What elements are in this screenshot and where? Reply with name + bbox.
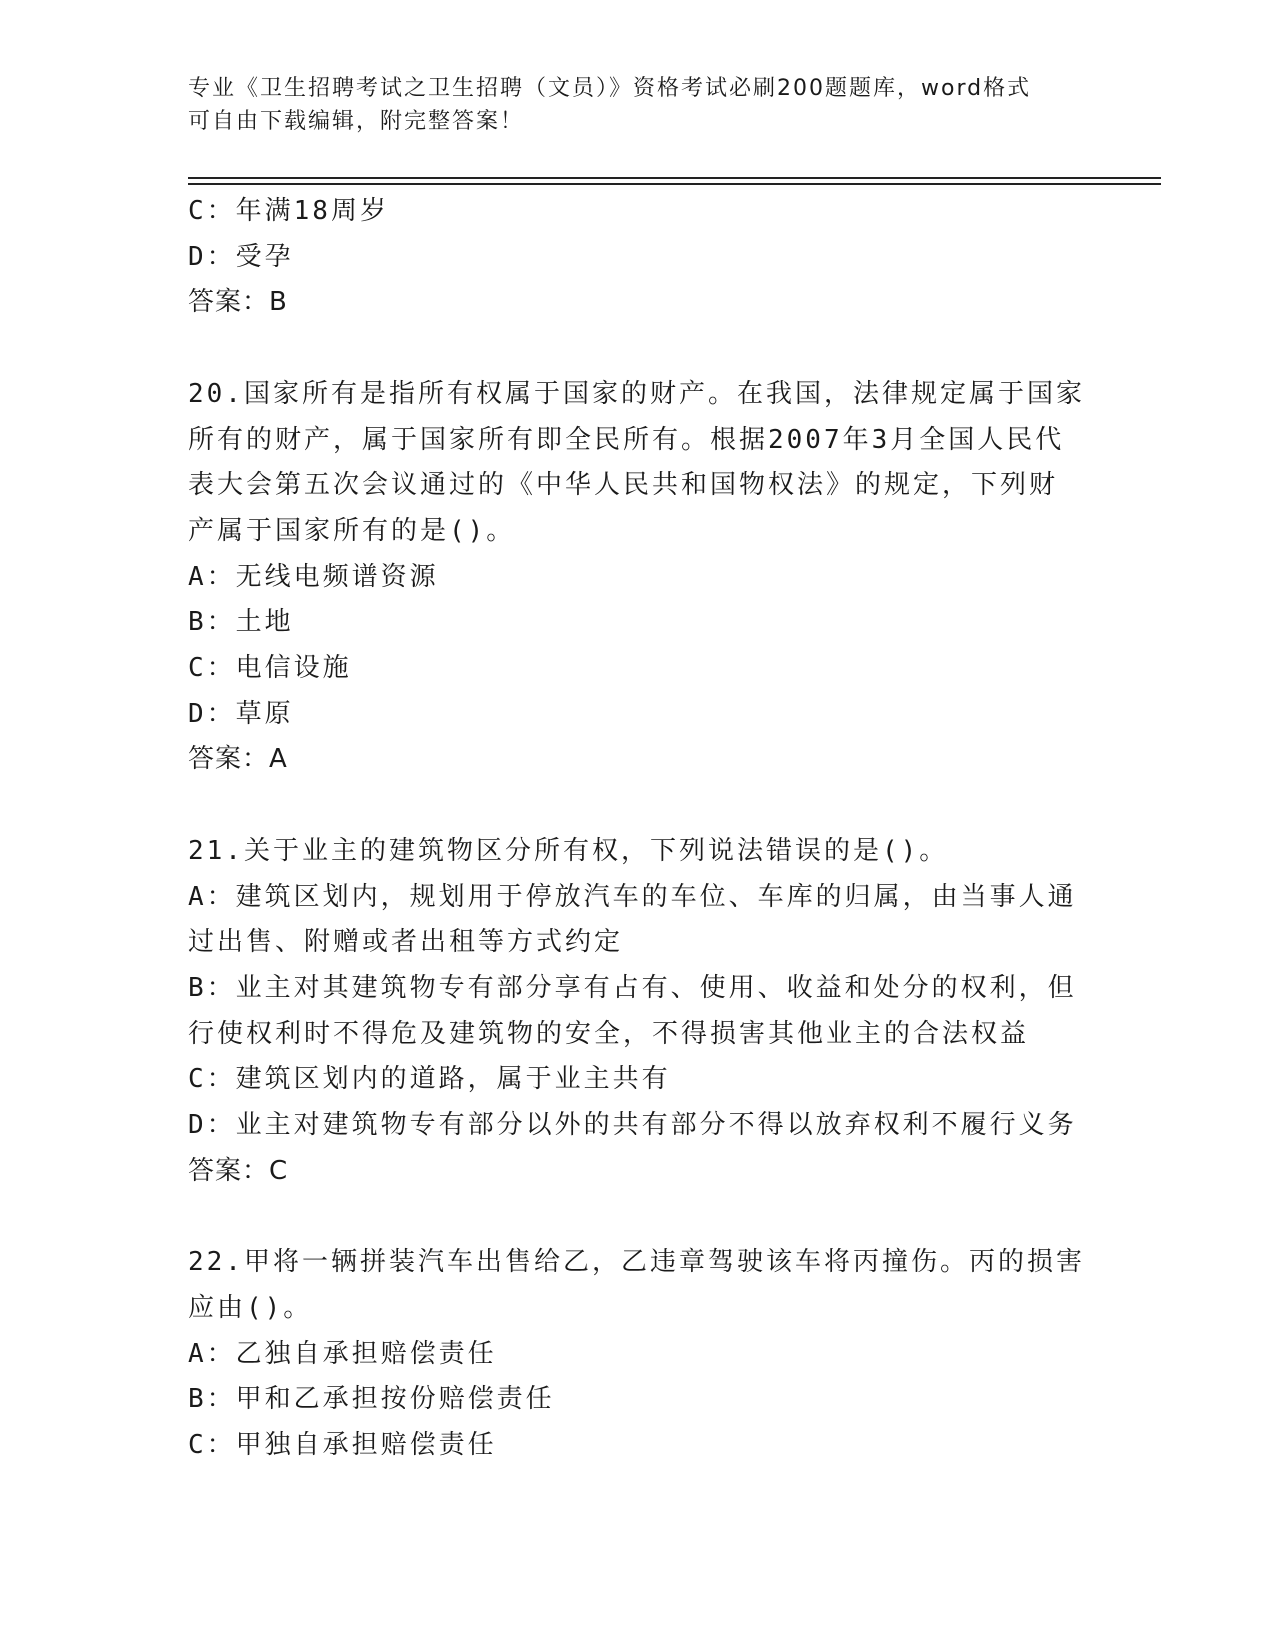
spacer (188, 1194, 1088, 1240)
document-header (188, 72, 1068, 138)
option-a: A：建筑区划内，规划用于停放汽车的车位、车库的归属，由当事人通 (188, 881, 1077, 912)
option-c: C：建筑区划内的道路，属于业主共有 (188, 1064, 671, 1095)
question-22 (188, 1240, 1088, 1469)
spacer (188, 783, 1088, 829)
option-a: A：无线电频谱资源 (188, 561, 439, 592)
document-body (188, 189, 1088, 1469)
header-line-1: 专业《卫生招聘考试之卫生招聘（文员）》资格考试必刷200题题库，word格式 (188, 76, 1032, 101)
answer: 答案：A (188, 744, 288, 775)
option-c: C：甲独自承担赔偿责任 (188, 1429, 497, 1460)
header-divider-bottom (188, 183, 1161, 185)
question-19-tail (188, 189, 1088, 326)
question-21 (188, 829, 1088, 1195)
header-line-2: 可自由下载编辑，附完整答案！ (188, 109, 525, 134)
question-stem-line: 20.国家所有是指所有权属于国家的财产。在我国，法律规定属于国家 (188, 378, 1085, 409)
option-b-continued: 行使权利时不得危及建筑物的安全，不得损害其他业主的合法权益 (188, 1018, 1030, 1049)
spacer (188, 326, 1088, 372)
answer: 答案：B (188, 287, 288, 318)
option-d: D：业主对建筑物专有部分以外的共有部分不得以放弃权利不履行义务 (188, 1110, 1077, 1141)
header-divider-top (188, 177, 1161, 179)
question-stem-line: 所有的财产，属于国家所有即全民所有。根据2007年3月全国人民代 (188, 424, 1065, 455)
option-b: B：业主对其建筑物专有部分享有占有、使用、收益和处分的权利，但 (188, 972, 1077, 1003)
question-stem-line: 表大会第五次会议通过的《中华人民共和国物权法》的规定，下列财 (188, 470, 1059, 501)
option-b: B：甲和乙承担按份赔偿责任 (188, 1384, 555, 1415)
option-d: D：受孕 (188, 241, 294, 272)
answer: 答案：C (188, 1155, 289, 1186)
option-a-continued: 过出售、附赠或者出租等方式约定 (188, 927, 624, 958)
option-c: C：年满18周岁 (188, 196, 389, 226)
question-stem-line: 22.甲将一辆拼装汽车出售给乙，乙违章驾驶该车将丙撞伤。丙的损害 (188, 1247, 1085, 1278)
question-20 (188, 372, 1088, 783)
option-d: D：草原 (188, 698, 294, 729)
question-stem-line: 应由()。 (188, 1292, 313, 1323)
question-stem: 21.关于业主的建筑物区分所有权，下列说法错误的是()。 (188, 835, 949, 866)
option-a: A：乙独自承担赔偿责任 (188, 1338, 497, 1369)
question-stem-line: 产属于国家所有的是()。 (188, 515, 516, 546)
option-b: B：土地 (188, 607, 294, 638)
option-c: C：电信设施 (188, 653, 352, 684)
